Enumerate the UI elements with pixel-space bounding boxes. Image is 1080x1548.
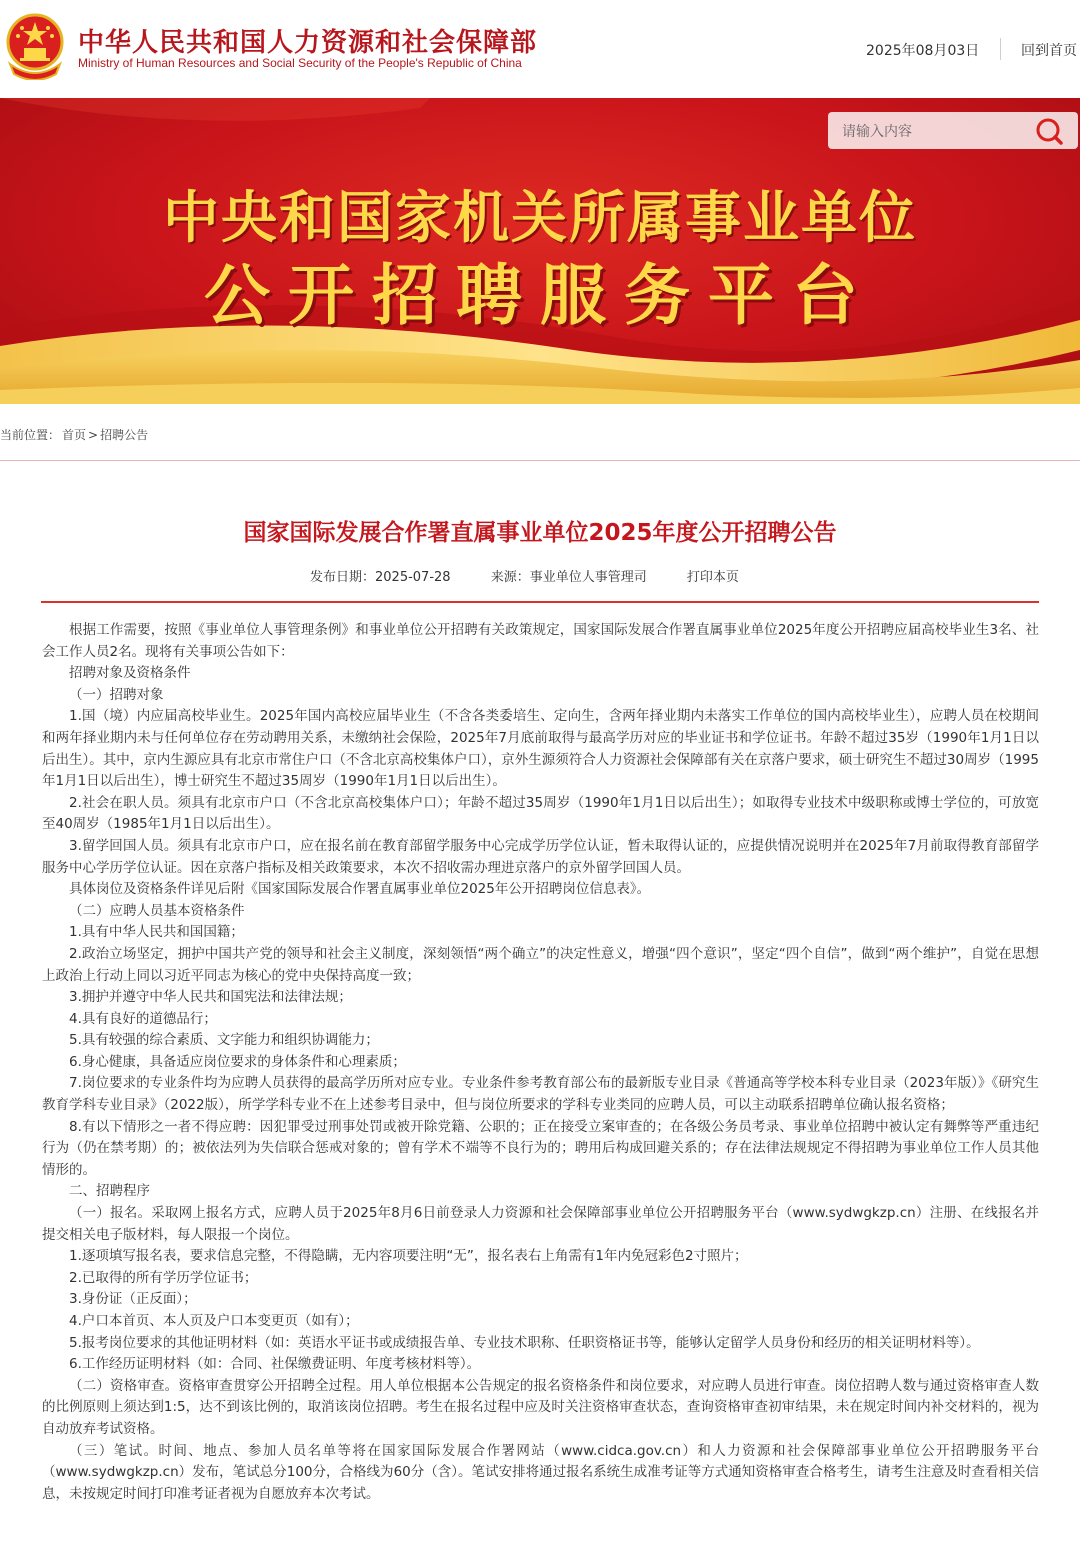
- breadcrumb-current[interactable]: 招聘公告: [100, 428, 149, 442]
- article-source: 来源：事业单位人事管理司: [490, 570, 647, 585]
- hero-banner: [0, 98, 1080, 404]
- paragraph: 2.政治立场坚定，拥护中国共产党的领导和社会主义制度，深刻领悟“两个确立”的决定性意义，增强“四个意识”，坚定“四个自信”，做到“两个维护”，自觉在思想上政治上行动上同以习近平同志为核心的党中央保持高度一致；: [42, 945, 1039, 984]
- paragraph: 2.社会在职人员。须具有北京市户口（不含北京高校集体户口）；年龄不超过35周岁（1990年1月1日以后出生）；如取得专业技术中级职称或博士学位的，可放宽至40周岁（1985年1月1日以后出生）。: [42, 794, 1039, 833]
- paragraph: （二）应聘人员基本资格条件: [69, 902, 245, 919]
- paragraph: 8.有以下情形之一者不得应聘：因犯罪受过刑事处罚或被开除党籍、公职的；正在接受立案审查的；在各级公务员考录、事业单位招聘中被认定有舞弊等严重违纪行为（仍在禁考期）的；被依法列为失信联合惩戒对象的；曾有学术不端等不良行为的；聘用后构成回避关系的；存在法律法规规定不得招聘为事业单位工作人员其他情形的。: [42, 1118, 1039, 1178]
- article-meta: [310, 566, 775, 585]
- paragraph: 1.逐项填写报名表，要求信息完整，不得隐瞒，无内容项要注明“无”，报名表右上角需有1年内免冠彩色2寸照片；: [69, 1248, 748, 1265]
- paragraph: 根据工作需要，按照《事业单位人事管理条例》和事业单位公开招聘有关政策规定，国家国际发展合作署直属事业单位2025年度公开招聘应届高校毕业生3名、社会工作人员2名。现将有关事项公告如下：: [42, 622, 1039, 660]
- paragraph: 招聘对象及资格条件: [69, 665, 191, 682]
- breadcrumb-separator: >: [88, 428, 99, 442]
- top-bar: [0, 0, 1080, 98]
- search-icon[interactable]: [1034, 117, 1064, 145]
- title-divider: [41, 601, 1039, 603]
- paragraph: 5.具有较强的综合素质、文字能力和组织协调能力；: [69, 1032, 379, 1049]
- paragraph: （三）笔试。时间、地点、参加人员名单等将在国家国际发展合作署网站（www.cidca.gov.cn）和人力资源和社会保障部事业单位公开招聘服务平台（www.sydwgkzp.cn）发布，笔试总分100分，合格线为60分（含）。笔试安排将通过报名系统生成准考证等方式通知资格审查合格考生，请考生注意及时查看相关信息，未按规定时间打印准考证者视为自愿放弃本次考试。: [42, 1442, 1039, 1502]
- breadcrumb-prefix: 当前位置：: [0, 428, 61, 442]
- paragraph: 二、招聘程序: [69, 1183, 150, 1200]
- paragraph: 4.具有良好的道德品行；: [69, 1010, 217, 1027]
- paragraph: （一）报名。采取网上报名方式，应聘人员于2025年8月6日前登录人力资源和社会保障部事业单位公开招聘服务平台（www.sydwgkzp.cn）注册、在线报名并提交相关电子版材料，每人限报一个岗位。: [42, 1205, 1039, 1243]
- paragraph: 5.报考岗位要求的其他证明材料（如：英语水平证书或成绩报告单、专业技术职称、任职资格证书等，能够认定留学人员身份和经历的相关证明材料等）。: [69, 1334, 980, 1351]
- breadcrumb: [0, 426, 150, 443]
- paragraph: 3.拥护并遵守中华人民共和国宪法和法律法规；: [69, 989, 352, 1006]
- paragraph: 6.身心健康，具备适应岗位要求的身体条件和心理素质；: [69, 1053, 406, 1070]
- paragraph: 7.岗位要求的专业条件均为应聘人员获得的最高学历所对应专业。专业条件参考教育部公布的最新版专业目录《普通高等学校本科专业目录（2023年版）》《研究生教育学科专业目录》（2022版），所学学科专业不在上述参考目录中，但与岗位所要求的学科专业类同的应聘人员，可以主动联系招聘单位确认报名资格；: [42, 1075, 1039, 1114]
- paragraph: 2.已取得的所有学历学位证书；: [69, 1269, 258, 1286]
- org-name-en: Ministry of Human Resources and Social Security of the People's Republic of China: [78, 56, 522, 70]
- paragraph: 4.户口本首页、本人页及户口本变更页（如有）；: [69, 1313, 359, 1329]
- paragraph: 1.具有中华人民共和国国籍；: [69, 924, 244, 941]
- paragraph: 3.身份证（正反面）；: [69, 1291, 197, 1308]
- paragraph: （二）资格审查。资格审查贯穿公开招聘全过程。用人单位根据本公告规定的报名资格条件和岗位要求，对应聘人员进行审查。岗位招聘人数与通过资格审查人数的比例原则上须达到1:5，达不到该比例的，取消该岗位招聘。考生在报名过程中应及时关注资格审查状态，查询资格审查初审结果，未在规定时间内补交材料的，视为自动放弃考试资格。: [42, 1377, 1039, 1437]
- national-emblem-icon: [4, 12, 66, 80]
- paragraph: （一）招聘对象: [69, 686, 164, 703]
- paragraph: 6.工作经历证明材料（如：合同、社保缴费证明、年度考核材料等）。: [69, 1356, 481, 1373]
- article-body: [42, 620, 1039, 1505]
- home-link[interactable]: 回到首页: [1021, 43, 1077, 59]
- banner-title-line1: 中央和国家机关所属事业单位: [163, 185, 917, 251]
- paragraph: 具体岗位及资格条件详见后附《国家国际发展合作署直属事业单位2025年公开招聘岗位信息表》。: [69, 881, 651, 898]
- article-title: 国家国际发展合作署直属事业单位2025年度公开招聘公告: [243, 520, 837, 546]
- breadcrumb-home[interactable]: 首页: [62, 428, 87, 442]
- org-name-cn: 中华人民共和国人力资源和社会保障部: [78, 28, 538, 58]
- paragraph: 1.国（境）内应届高校毕业生。2025年国内高校应届毕业生（不含各类委培生、定向生，含两年择业期内未落实工作单位的国内高校毕业生），应聘人员在校期间和两年择业期内未与任何单位存在劳动聘用关系，未缴纳社会保险，2025年7月底前取得与最高学历对应的毕业证书和学位证书。年龄不超过35岁（1990年1月1日以后出生）。其中，京内生源应具有北京市常住户口（不含北京高校集体户口），京外生源须符合人力资源社会保障部有关在京落户要求，硕士研究生不超过30周岁（1995年1月1日以后出生），博士研究生不超过35周岁（1990年1月1日以后出生）。: [42, 708, 1039, 790]
- publish-date: 发布日期：2025-07-28: [310, 570, 451, 585]
- divider: [1000, 38, 1001, 60]
- banner-title-line2: 公开招聘服务平台: [204, 256, 876, 334]
- search-input[interactable]: [828, 112, 1044, 151]
- current-date: 2025年08月03日: [866, 43, 980, 59]
- paragraph: 3.留学回国人员。须具有北京市户口，应在报名前在教育部留学服务中心完成学历学位认证，暂未取得认证的，应提供情况说明并在2025年7月前取得教育部留学服务中心学历学位认证。因在京落户指标及相关政策要求，本次不招收需办理进京落户的京外留学回国人员。: [42, 837, 1039, 876]
- print-button[interactable]: 打印本页: [686, 570, 739, 585]
